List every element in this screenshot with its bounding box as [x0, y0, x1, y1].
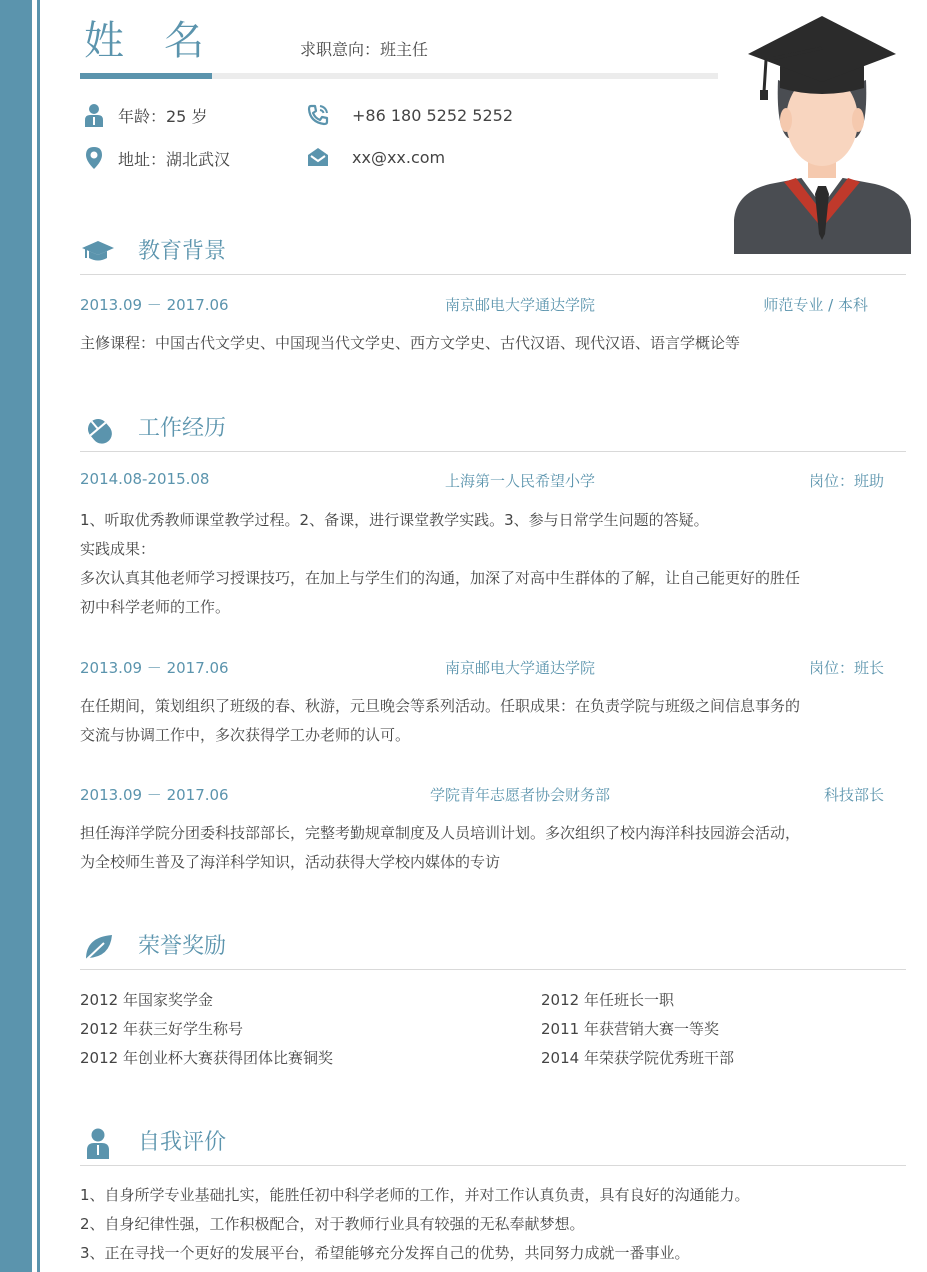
- award-item: 2011 年获营销大赛一等奖: [541, 1020, 719, 1038]
- address-text: 地址：湖北武汉: [118, 149, 231, 169]
- phone-icon: [306, 103, 330, 127]
- work-date: 2013.09 － 2017.06: [80, 786, 229, 804]
- self-line: 3、正在寻找一个更好的发展平台，希望能够充分发挥自己的优势，共同努力成就一番事业。: [80, 1244, 690, 1262]
- education-section-header: [80, 236, 906, 276]
- work-line: 1、听取优秀教师课堂教学过程。2、备课，进行课堂教学实践。3、参与日常学生问题的答疑。: [80, 511, 709, 529]
- work-org: 上海第一人民希望小学: [444, 472, 595, 490]
- education-date: 2013.09 － 2017.06: [80, 296, 229, 314]
- work-line: 担任海洋学院分团委科技部部长，完整考勤规章制度及人员培训计划。多次组织了校内海洋科技园游会活动，: [80, 824, 801, 842]
- award-item: 2014 年荣获学院优秀班干部: [541, 1049, 734, 1067]
- work-description: [80, 692, 910, 750]
- person-icon: [84, 103, 104, 127]
- award-item: 2012 年任班长一职: [541, 991, 674, 1009]
- leaf-icon: [80, 931, 116, 963]
- phone-text: +86 180 5252 5252: [352, 105, 513, 125]
- award-item: 2012 年创业杯大赛获得团体比赛铜奖: [80, 1049, 333, 1067]
- education-major: 师范专业 / 本科: [763, 296, 868, 314]
- work-role: 岗位：班长: [808, 659, 884, 677]
- graduate-avatar: [730, 8, 915, 254]
- mouse-icon: [80, 413, 116, 445]
- section-divider: [80, 274, 906, 275]
- education-title: 教育背景: [138, 239, 227, 264]
- work-description: [80, 819, 910, 877]
- work-line: 实践成果：: [80, 540, 156, 558]
- honors-section-header: [80, 931, 906, 971]
- work-section-header: [80, 413, 906, 453]
- resume-name: 姓名: [84, 18, 244, 64]
- education-school: 南京邮电大学通达学院: [444, 296, 595, 314]
- email-row: [306, 146, 445, 168]
- work-line: 多次认真其他老师学习授课技巧，在加上与学生们的沟通，加深了对高中生群体的了解，让自己能更好的胜任: [80, 569, 801, 587]
- education-row: [80, 294, 890, 316]
- section-divider: [80, 451, 906, 452]
- name-divider-accent: [80, 73, 212, 79]
- work-row: [80, 784, 890, 806]
- self-line: 2、自身纪律性强，工作积极配合，对于教师行业具有较强的无私奉献梦想。: [80, 1215, 585, 1233]
- job-objective: 求职意向：班主任: [300, 40, 429, 59]
- education-courses: 主修课程：中国古代文学史、中国现当代文学史、西方文学史、古代汉语、现代汉语、语言学概论等: [80, 334, 741, 352]
- self-section-header: [80, 1127, 906, 1167]
- user-icon: [80, 1127, 116, 1159]
- age-row: [84, 103, 207, 127]
- section-divider: [80, 969, 906, 970]
- address-row: [84, 146, 230, 170]
- self-evaluation: [80, 1181, 910, 1268]
- work-title: 工作经历: [138, 416, 227, 441]
- award-item: 2012 年国家奖学金: [80, 991, 213, 1009]
- work-org: 南京邮电大学通达学院: [444, 659, 595, 677]
- sidebar-accent-bar: [0, 0, 32, 1272]
- self-title: 自我评价: [138, 1130, 227, 1155]
- work-description: [80, 506, 910, 622]
- work-row: [80, 657, 890, 679]
- self-line: 1、自身所学专业基础扎实，能胜任初中科学老师的工作，并对工作认真负责，具有良好的沟通能力。: [80, 1186, 750, 1204]
- sidebar-accent-line: [37, 0, 40, 1272]
- email-text: xx@xx.com: [352, 147, 446, 167]
- graduation-cap-icon: [80, 236, 116, 268]
- phone-row: [306, 103, 513, 127]
- work-role: 岗位：班助: [808, 472, 884, 490]
- age-text: 年龄：25 岁: [118, 106, 208, 126]
- work-line: 在任期间，策划组织了班级的春、秋游，元旦晚会等系列活动。任职成果：在负责学院与班级之间信息事务的: [80, 697, 801, 715]
- work-line: 交流与协调工作中，多次获得学工办老师的认可。: [80, 726, 411, 744]
- work-row: [80, 470, 890, 492]
- award-item: 2012 年获三好学生称号: [80, 1020, 243, 1038]
- mail-icon: [306, 146, 330, 168]
- work-line: 初中科学老师的工作。: [80, 598, 231, 616]
- work-role: 科技部长: [823, 786, 884, 804]
- honors-title: 荣誉奖励: [138, 934, 227, 959]
- work-line: 为全校师生普及了海洋科学知识，活动获得大学校内媒体的专访: [80, 853, 501, 871]
- work-date: 2013.09 － 2017.06: [80, 659, 229, 677]
- section-divider: [80, 1165, 906, 1166]
- work-org: 学院青年志愿者协会财务部: [429, 786, 610, 804]
- work-date: 2014.08-2015.08: [80, 470, 210, 488]
- location-icon: [84, 146, 104, 170]
